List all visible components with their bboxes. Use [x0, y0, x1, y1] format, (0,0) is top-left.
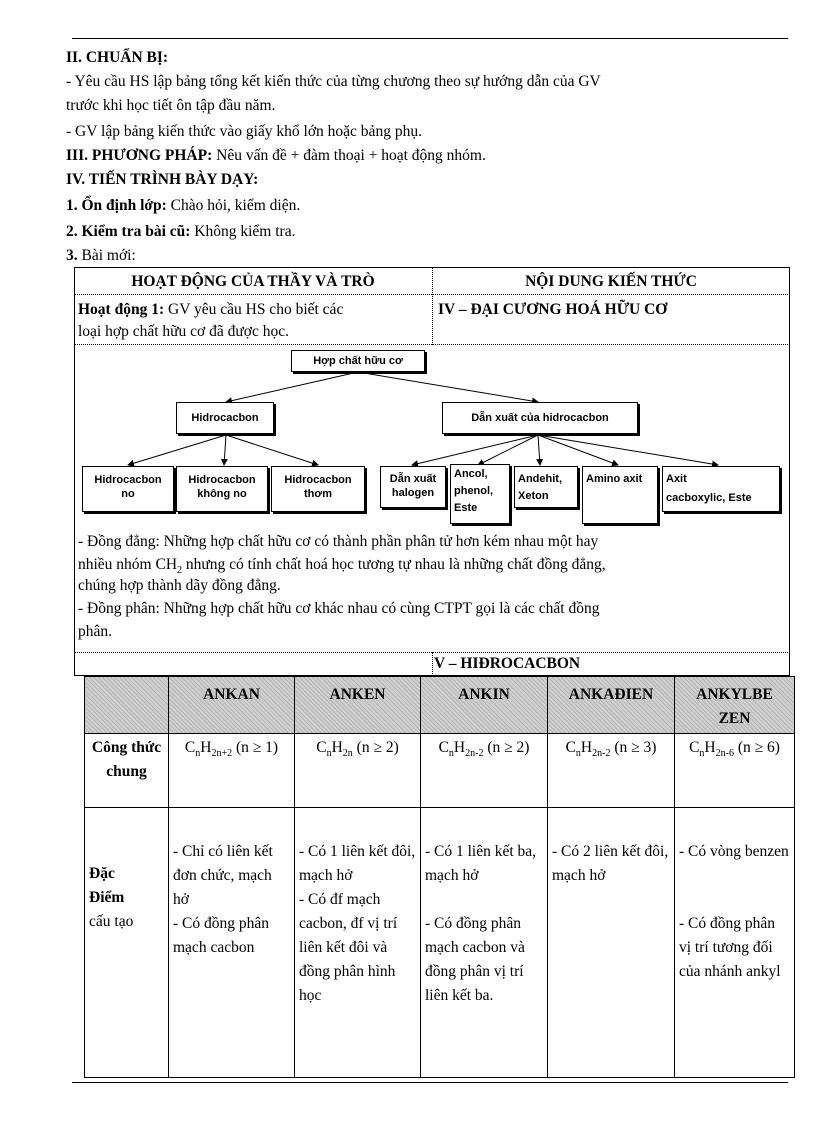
structure-ankin — [421, 808, 548, 1078]
f4-mid: H — [704, 739, 716, 756]
s4-p2: - Có đồng phân vị trí tương đối của nhánh ankyl — [679, 915, 781, 980]
formula-row — [85, 734, 795, 808]
f2-mid: H — [453, 739, 466, 756]
f1-s2: 2n — [342, 748, 353, 760]
formula-anken — [295, 734, 421, 808]
leaf-aldehyde-l2: Xeton — [518, 490, 549, 502]
f1-pre: C — [316, 739, 327, 756]
header-ankan: ANKAN — [169, 677, 295, 734]
formula-ankin — [421, 734, 548, 808]
leaf-unsaturated-l1: Hidrocacbon — [188, 474, 256, 486]
f2-pre: C — [438, 739, 449, 756]
s1-p2: - Có đf mạch cacbon, đf vị trí liên kết đôi và đồng phân hình học — [299, 891, 398, 1004]
leaf-alcohol — [450, 464, 510, 524]
prep-line-1: - Yêu cầu HS lập bảng tổng kết kiến thức của từng chương theo sự hướng dẫn của GV — [66, 73, 601, 90]
s2-p2: - Có đồng phân mạch cacbon và đồng phân vị trí liên kết ba. — [425, 915, 525, 1004]
leaf-halogen — [380, 466, 446, 508]
isomer-line-1: - Đồng phân: Những hợp chất hữu cơ khác nhau có cùng CTPT gọi là các chất đồng — [78, 600, 600, 617]
formula-ankadien — [548, 734, 675, 808]
f4-pre: C — [689, 739, 700, 756]
method-heading: III. PHƯƠNG PHÁP: — [66, 147, 213, 164]
prep-line-2: - GV lập bảng kiến thức vào giấy khổ lớn hoặc bảng phụ. — [66, 123, 422, 140]
leaf-saturated-l2: no — [121, 488, 135, 500]
leaf-aromatic-l1: Hidrocacbon — [284, 474, 352, 486]
isomer-line-2: phân. — [78, 623, 113, 640]
step-2-num: 2. — [66, 223, 78, 240]
formula-ankan — [169, 734, 295, 808]
content-col-header: NỘI DUNG KIẾN THỨC — [525, 273, 697, 290]
leaf-carboxylic-l2: cacboxylic, Este — [666, 492, 752, 504]
f0-pre: C — [184, 739, 196, 756]
leaf-aldehyde — [514, 466, 578, 508]
arrow-right-2 — [478, 435, 538, 465]
diagram-derivatives: Dẫn xuất của hidrocacbon — [442, 402, 638, 434]
step-1-label: Ổn định lớp: — [77, 197, 167, 214]
structure-ankadien — [548, 808, 675, 1078]
s4-p1: - Có vòng benzen — [679, 843, 789, 860]
leaf-aldehyde-l1: Andehit, — [518, 473, 562, 485]
arrow-right-3 — [538, 435, 540, 465]
leaf-alcohol-l2: phenol, — [454, 485, 494, 497]
s1-p1: - Có 1 liên kết đôi, mạch hở — [299, 843, 416, 884]
arrow-right-4 — [538, 435, 618, 465]
diagram-root: Hợp chất hữu cơ — [291, 350, 425, 372]
header-ankadien: ANKAĐIEN — [548, 677, 675, 734]
activity-1-text-2: loại hợp chất hữu cơ đã được học. — [78, 323, 289, 340]
header-empty — [85, 677, 169, 734]
section-5-title: V – HIĐROCACBON — [434, 655, 581, 672]
arrow-left-1 — [128, 435, 226, 465]
diagram-hydrocarbon: Hidrocacbon — [176, 402, 274, 434]
f1-post: (n ≥ 2) — [352, 739, 399, 756]
arrow-right-1 — [412, 435, 538, 465]
homolog-line-2-post: nhưng có tính chất hoá học tương tự nhau là những chất đồng đẳng, — [182, 556, 606, 573]
f3-s2: 2n-2 — [592, 748, 611, 760]
header-ankylbenzen: ANKYLBE ZEN — [675, 677, 795, 734]
activity-1-label: Hoạt động 1: — [78, 301, 165, 318]
homolog-line-3: chúng hợp thành dãy đồng đẳng. — [78, 577, 281, 594]
homolog-line-2-sub: 2 — [177, 565, 183, 577]
leaf-alcohol-l3: Este — [454, 502, 478, 514]
process-heading: IV. TIẾN TRÌNH BÀY DẠY: — [66, 171, 259, 188]
step-2-text: Không kiểm tra. — [190, 223, 296, 240]
header-anken: ANKEN — [295, 677, 421, 734]
leaf-aromatic — [271, 466, 365, 512]
s3-p1: - Có 2 liên kết đôi, mạch hở — [552, 843, 669, 884]
step-1-text: Chào hỏi, kiểm diện. — [166, 197, 301, 214]
arrow-left-3 — [226, 435, 318, 465]
section-5-divider — [432, 652, 433, 676]
structure-anken — [295, 808, 421, 1078]
bottom-rule — [72, 1082, 788, 1083]
leaf-alcohol-l1: Ancol, — [454, 468, 488, 480]
homolog-line-2 — [78, 555, 778, 575]
activity-1-text: GV yêu cầu HS cho biết các — [164, 301, 344, 318]
hydrocarbon-table — [84, 676, 795, 1078]
step-3-text: Bài mới: — [77, 247, 136, 264]
structure-label-1: Đặc — [89, 865, 115, 882]
f0-s2: 2n+2 — [211, 748, 233, 760]
f2-s1: n — [448, 748, 454, 760]
step-2-label: Kiểm tra bài cũ: — [77, 223, 191, 240]
homolog-definition — [78, 532, 778, 642]
arrow-left-2 — [224, 435, 226, 465]
header-ankin: ANKIN — [421, 677, 548, 734]
step-3-num: 3. — [66, 247, 78, 264]
f1-s1: n — [326, 748, 332, 760]
step-1-num: 1. — [66, 197, 78, 214]
leaf-carboxylic — [662, 466, 780, 512]
structure-row — [85, 808, 795, 1078]
structure-label — [85, 808, 169, 1078]
structure-ankan — [169, 808, 295, 1078]
f4-s2: 2n-6 — [715, 748, 734, 760]
f3-pre: C — [565, 739, 576, 756]
arrow-root-left — [226, 372, 358, 402]
f3-post: (n ≥ 3) — [610, 739, 657, 756]
activity-col-header: HOẠT ĐỘNG CỦA THẦY VÀ TRÒ — [131, 273, 375, 290]
table-header-row — [85, 677, 795, 734]
section-4-title: IV – ĐẠI CƯƠNG HOÁ HỮU CƠ — [438, 301, 668, 318]
formula-label: Công thức chung — [85, 734, 169, 808]
leaf-halogen-l1: Dẫn xuất — [389, 473, 437, 485]
leaf-saturated — [82, 466, 174, 512]
f1-mid: H — [331, 739, 343, 756]
prep-line-1b: trước khi học tiết ôn tập đầu năm. — [66, 97, 276, 114]
arrow-root-right — [358, 372, 538, 402]
homolog-line-2-pre: nhiều nhóm CH — [78, 556, 178, 573]
f0-s1: n — [195, 748, 201, 760]
leaf-amino-acid-l1: Amino axit — [586, 473, 643, 485]
f2-s2: 2n-2 — [465, 748, 484, 760]
leaf-amino-acid — [582, 466, 658, 524]
s2-p1: - Có 1 liên kết ba, mạch hở — [425, 843, 537, 884]
f2-post: (n ≥ 2) — [483, 739, 530, 756]
homolog-line-1: - Đồng đẳng: Những hợp chất hữu cơ có thành phần phân tử hơn kém nhau một hay — [78, 533, 599, 550]
leaf-saturated-l1: Hidrocacbon — [94, 474, 162, 486]
prep-heading: II. CHUẨN BỊ: — [66, 49, 169, 66]
f3-mid: H — [580, 739, 593, 756]
structure-label-2: Điểm — [89, 889, 125, 906]
formula-ankylbenzen — [675, 734, 795, 808]
leaf-unsaturated — [176, 466, 268, 512]
f4-post: (n ≥ 6) — [733, 739, 780, 756]
method-text: Nêu vấn đề + đàm thoại + hoạt động nhóm. — [212, 147, 486, 164]
f0-mid: H — [200, 739, 212, 756]
f0-post: (n ≥ 1) — [232, 739, 279, 756]
f3-s1: n — [575, 748, 581, 760]
arrow-right-5 — [538, 435, 718, 465]
structure-label-3: cấu tạo — [89, 913, 134, 930]
leaf-carboxylic-l1: Axit — [666, 473, 687, 485]
s0-p2: - Có đồng phân mạch cacbon — [173, 915, 270, 956]
leaf-halogen-l2: halogen — [391, 487, 435, 499]
leaf-aromatic-l2: thơm — [304, 488, 332, 500]
leaf-unsaturated-l2: không no — [197, 488, 247, 500]
s0-p1: - Chỉ có liên kết đơn chức, mạch hở — [173, 843, 273, 908]
structure-ankylbenzen — [675, 808, 795, 1078]
f4-s1: n — [699, 748, 705, 760]
